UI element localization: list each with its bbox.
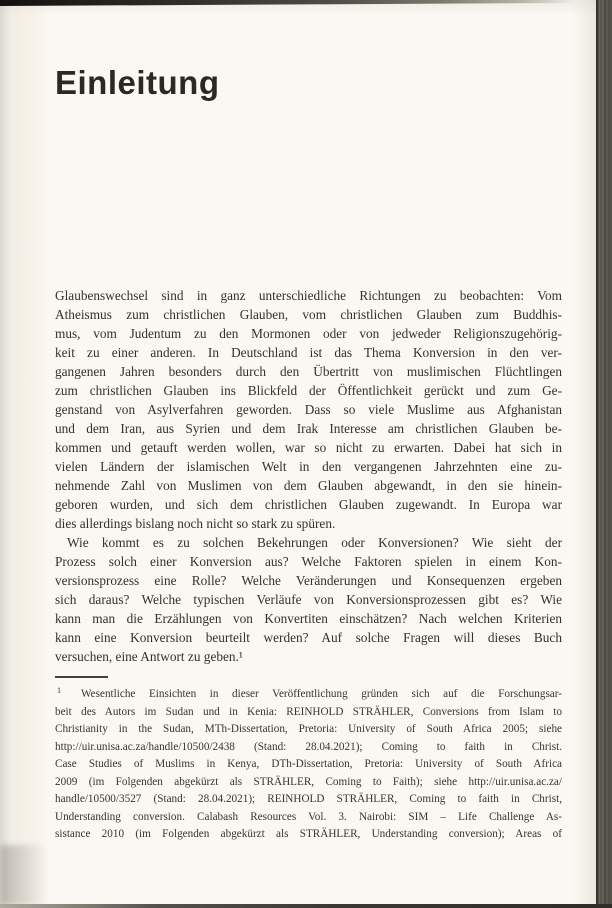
text-line: genstand von Asylverfahren geworden. Dass so viele Muslime aus Afghanistan bbox=[55, 402, 562, 417]
text-line: kann man die Erzählungen von Konvertiten einschätzen? Nach welchen Kriterien bbox=[55, 611, 562, 626]
text-line: beit des Autors im Sudan und in Kenia: REINHOLD STRÄHLER, Conversions from Islam to bbox=[55, 705, 562, 718]
scan-edge-bottom bbox=[0, 904, 612, 908]
text-line: kommen und getauft werden wollen, war so nicht zu erwarten. Dabei hat sich in bbox=[55, 440, 562, 455]
text-line: versuchen, eine Antwort zu geben.¹ bbox=[55, 649, 243, 664]
text-line: gangenen Jahren besonders durch den Übertritt von muslimischen Flüchtlingen bbox=[55, 364, 562, 379]
text-line: geboren wurden, und sich dem christlichen Glauben zugewandt. In Europa war bbox=[55, 497, 562, 512]
text-line: sich daraus? Welche typischen Verläufe von Konversionsprozessen gibt es? Wie bbox=[55, 592, 562, 607]
text-line: http://uir.unisa.ac.za/handle/10500/2438 (Stand: 28.04.2021); Coming to faith in Christ. bbox=[55, 740, 562, 753]
text-line: Glaubenswechsel sind in ganz unterschiedliche Richtungen zu beobachten: Vom bbox=[55, 288, 562, 303]
body-text bbox=[55, 286, 562, 666]
footnote-marker: 1 bbox=[57, 686, 61, 695]
footnote bbox=[55, 686, 562, 844]
footnote-lines bbox=[55, 686, 562, 844]
text-line: Understanding conversion. Calabash Resources Vol. 3. Nairobi: SIM – Life Challenge As- bbox=[55, 810, 562, 823]
text-line: kann eine Konversion beurteilt werden? Auf solche Fragen will dieses Buch bbox=[55, 630, 562, 645]
footnote-rule bbox=[55, 676, 108, 678]
text-line: und dem Iran, aus Syrien und dem Irak Interesse am christlichen Glauben be- bbox=[55, 421, 562, 436]
text-line: sistance 2010 (im Folgenden abgekürzt als STRÄHLER, Understanding conversion); Areas of bbox=[55, 828, 562, 840]
paragraph-intro bbox=[55, 286, 562, 533]
text-line: handle/10500/3527 (Stand: 28.04.2021); REINHOLD STRÄHLER, Coming to faith in Christ, bbox=[55, 793, 562, 805]
text-line: zum christlichen Glauben ins Blickfeld der Öffentlichkeit gerückt und zum Ge- bbox=[55, 383, 562, 398]
text-line: Case Studies of Muslims in Kenya, DTh-Dissertation, Pretoria: University of South Africa bbox=[55, 758, 562, 770]
text-line: dies allerdings bislang noch nicht so stark zu spüren. bbox=[55, 516, 336, 531]
text-line: vielen Ländern der islamischen Welt in den vergangenen Jahrzehnten eine zu- bbox=[55, 459, 562, 474]
scan-shadow-bottom-left bbox=[0, 845, 48, 905]
page-title: Einleitung bbox=[55, 64, 220, 101]
text-line: 2009 (im Folgenden abgekürzt als STRÄHLER, Coming to Faith); siehe http://uir.unisa.ac.za/ bbox=[55, 775, 562, 788]
text-line: keit zu einer anderen. In Deutschland ist das Thema Konversion in den ver- bbox=[55, 345, 562, 360]
text-line: Atheismus zum christlichen Glauben, vom christlichen Glauben zum Buddhis- bbox=[55, 307, 562, 322]
text-line: nehmende Zahl von Muslimen von dem Glauben abgewandt, in den sie hinein- bbox=[55, 478, 562, 493]
scan-edge-right bbox=[596, 0, 612, 908]
text-line: Christianity in the Sudan, MTh-Dissertation, Pretoria: University of South Africa 2005; siehe bbox=[55, 723, 562, 735]
text-line: Prozess solch einer Konversion aus? Welche Faktoren spielen in einem Kon- bbox=[55, 554, 562, 569]
text-line: mus, vom Judentum zu den Mormonen oder von jedweder Religionszugehörig- bbox=[55, 326, 562, 341]
text-line: versionsprozess eine Rolle? Welche Veränderungen und Konsequenzen ergeben bbox=[55, 573, 562, 588]
text-line: Wesentliche Einsichten in dieser Veröffentlichung gründen sich auf die Forschungsar- bbox=[81, 688, 562, 700]
paragraph-questions bbox=[55, 533, 562, 666]
text-line: Wie kommt es zu solchen Bekehrungen oder Konversionen? Wie sieht der bbox=[67, 535, 562, 550]
